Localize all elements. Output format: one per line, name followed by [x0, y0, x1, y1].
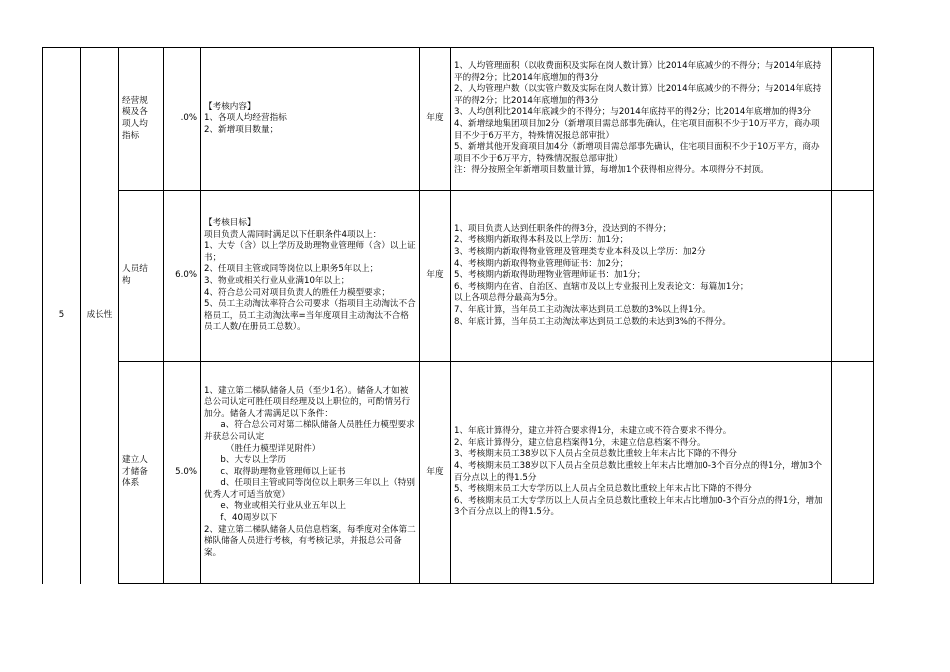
- scoring-cell[interactable]: 1、人均管理面积（以收费面积及实际在岗人数计算）比2014年底减少的不得分；与2014年底持平的得2分；比2014年底增加的得3分 2、人均管理户数（以实管户数及实际在岗人数计算）比2014年底减少的不得分；与2014年底持平的得2分；比2014年底增加的得3分 3、人均创利比2014年底减少的不得分；与2014年底持平的得2分；比2014年底增加的得3分 4、新增绿地集团项目加2分（新增项目需总部事先确认，住宅项目面积不少于10万平方，商办项目不少于6万平方，特殊情况报总部审批） 5、新增其他开发商项目加4分（新增项目需总部事先确认，住宅项目面积不少于10万平方，商办项目不少于6万平方，特殊情况报总部审批） 注：得分按照全年新增项目数量计算，每增加1个获得相应得分。本项得分不封顶。: [451, 48, 832, 191]
- empty-cell[interactable]: [832, 48, 874, 191]
- indicator-cell[interactable]: 经营规 模及各 项人均 指标: [119, 48, 164, 191]
- period-cell[interactable]: 年度: [420, 48, 451, 191]
- table-row: [43, 48, 874, 191]
- table-row: [43, 191, 874, 362]
- indicator-cell[interactable]: 建立人 才储备 体系: [119, 362, 164, 584]
- assessment-table: [42, 47, 874, 584]
- row-number-cell[interactable]: [43, 48, 81, 584]
- empty-cell[interactable]: [832, 191, 874, 362]
- period-cell[interactable]: 年度: [420, 362, 451, 584]
- weight-cell[interactable]: 5.0%: [164, 362, 201, 584]
- weight-cell[interactable]: 6.0%: [164, 191, 201, 362]
- weight-cell[interactable]: .0%: [164, 48, 201, 191]
- table-row: [43, 362, 874, 584]
- content-cell[interactable]: 【考核内容】 1、各项人均经营指标 2、新增项目数量；: [201, 48, 420, 191]
- scoring-cell[interactable]: 1、项目负责人达到任职条件的得3分，没达到的不得分； 2、考核期内新取得本科及以上学历：加1分； 3、考核期内新取得物业管理及管理类专业本科及以上学历：加2分 4、考核期内新取得物业管理师证书：加2分； 5、考核期内新取得助理物业管理师证书：加1分； 6、考核期内在省、自治区、直辖市及以上专业报刊上发表论文：每篇加1分； 以上各项总得分最高为5分。 7、年底计算，当年员工主动淘汰率达到员工总数的3%以上得1分。 8、年底计算，当年员工主动淘汰率达到员工总数的未达到3%的不得分。: [451, 191, 832, 362]
- dimension-cell[interactable]: [81, 48, 119, 584]
- indicator-cell[interactable]: 人员结 构: [119, 191, 164, 362]
- content-cell[interactable]: 【考核目标】 项目负责人需同时满足以下任职条件4项以上： 1、大专（含）以上学历及助理物业管理师（含）以上证书； 2、任项目主管或同等岗位以上职务5年以上； 3、物业或相关行业从业满10年以上； 4、符合总公司对项目负责人的胜任力模型要求； 5、员工主动淘汰率符合公司要求（指项目主动淘汰不合格员工，员工主动淘汰率=当年度项目主动淘汰不合格员工人数/在册员工总数）。: [201, 191, 420, 362]
- content-cell[interactable]: 1、建立第二梯队储备人员（至少1名）。储备人才如被总公司认定可胜任项目经理及以上职位的，可酌情另行加分。储备人才需满足以下条件： a、符合总公司对第二梯队储备人员胜任力模型要求并获总公司认定 （胜任力模型详见附件） b、大专以上学历 c、取得助理物业管理师以上证书 d、任项目主管或同等岗位以上职务三年以上（特别优秀人才可适当放宽） e、物业或相关行业从业五年以上 f、40周岁以下 2、建立第二梯队储备人员信息档案，每季度对全体第二梯队储备人员进行考核，有考核记录，并报总公司备案。: [201, 362, 420, 584]
- row-number: 5: [58, 309, 65, 320]
- scoring-cell[interactable]: 1、年底计算得分，建立并符合要求得1分，未建立或不符合要求不得分。 2、年底计算得分，建立信息档案得1分，未建立信息档案不得分。 3、考核期末员工38岁以下人员占全员总数比重较上年末占比下降的不得分 4、考核期末员工38岁以下人员占全员总数比重较上年末占比增加0-3个百分点的得1分，增加3个百分点以上的得1.5分 5、考核期末员工大专学历以上人员占全员总数比重较上年末占比下降的不得分 6、考核期末员工大专学历以上人员占全员总数比重较上年末占比增加0-3个百分点的得1分，增加3个百分点以上的得1.5分。: [451, 362, 832, 584]
- period-cell[interactable]: 年度: [420, 191, 451, 362]
- dimension-label: 成长性: [86, 309, 113, 320]
- empty-cell[interactable]: [832, 362, 874, 584]
